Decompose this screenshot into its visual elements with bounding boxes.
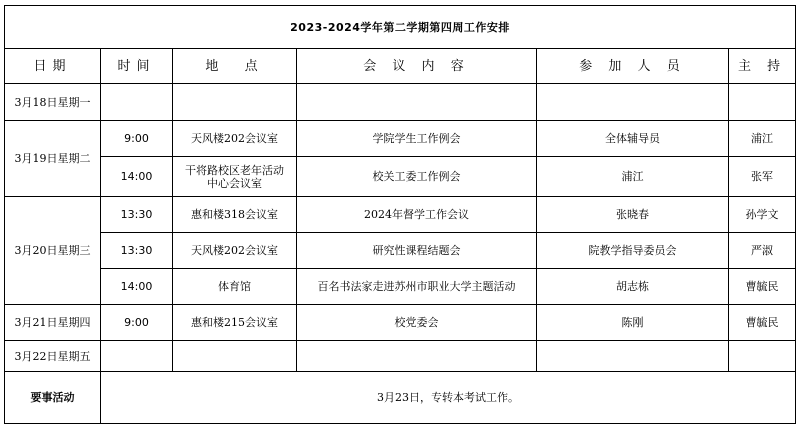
time-cell <box>101 341 173 372</box>
content-cell <box>297 84 537 121</box>
header-content: 会 议 内 容 <box>297 49 537 84</box>
time-cell: 13:30 <box>101 197 173 233</box>
table-row <box>5 121 796 157</box>
time-cell: 14:00 <box>101 157 173 197</box>
header-place: 地 点 <box>173 49 297 84</box>
schedule-title: 2023-2024学年第二学期第四周工作安排 <box>5 6 796 49</box>
host-cell <box>729 341 796 372</box>
date-cell-fri: 3月22日星期五 <box>5 341 101 372</box>
participants-cell: 陈刚 <box>537 305 729 341</box>
header-host: 主 持 <box>729 49 796 84</box>
header-time: 时间 <box>101 49 173 84</box>
time-cell: 9:00 <box>101 305 173 341</box>
date-cell-wed: 3月20日星期三 <box>5 197 101 305</box>
content-cell: 百名书法家走进苏州市职业大学主题活动 <box>297 269 537 305</box>
table-row <box>5 269 796 305</box>
content-cell <box>297 341 537 372</box>
host-cell: 孙学文 <box>729 197 796 233</box>
date-cell-thu: 3月21日星期四 <box>5 305 101 341</box>
place-cell: 惠和楼215会议室 <box>173 305 297 341</box>
participants-cell: 浦江 <box>537 157 729 197</box>
header-date: 日期 <box>5 49 101 84</box>
place-line-1: 干将路校区老年活动 <box>185 163 284 177</box>
date-cell-mon: 3月18日星期一 <box>5 84 101 121</box>
place-line-2: 中心会议室 <box>207 176 262 190</box>
place-cell: 天风楼202会议室 <box>173 121 297 157</box>
events-label: 要事活动 <box>5 372 101 424</box>
host-cell: 张军 <box>729 157 796 197</box>
time-cell: 14:00 <box>101 269 173 305</box>
time-cell: 13:30 <box>101 233 173 269</box>
schedule-table <box>4 5 796 424</box>
place-cell <box>173 84 297 121</box>
table-row <box>5 157 796 197</box>
content-cell: 校关工委工作例会 <box>297 157 537 197</box>
host-cell: 曹毓民 <box>729 305 796 341</box>
schedule-sheet <box>4 5 796 424</box>
date-cell-tue: 3月19日星期二 <box>5 121 101 197</box>
place-cell <box>173 341 297 372</box>
table-row <box>5 84 796 121</box>
place-cell: 天风楼202会议室 <box>173 233 297 269</box>
table-row <box>5 233 796 269</box>
table-row <box>5 341 796 372</box>
participants-cell <box>537 84 729 121</box>
place-cell: 惠和楼318会议室 <box>173 197 297 233</box>
participants-cell: 张晓春 <box>537 197 729 233</box>
place-cell <box>173 157 297 197</box>
time-cell: 9:00 <box>101 121 173 157</box>
content-cell: 校党委会 <box>297 305 537 341</box>
content-cell: 研究性课程结题会 <box>297 233 537 269</box>
participants-cell <box>537 341 729 372</box>
participants-cell: 全体辅导员 <box>537 121 729 157</box>
table-row <box>5 305 796 341</box>
place-cell: 体育馆 <box>173 269 297 305</box>
host-cell: 严淑 <box>729 233 796 269</box>
header-row <box>5 49 796 84</box>
table-row <box>5 197 796 233</box>
participants-cell: 胡志栋 <box>537 269 729 305</box>
host-cell: 曹毓民 <box>729 269 796 305</box>
events-row <box>5 372 796 424</box>
host-cell <box>729 84 796 121</box>
time-cell <box>101 84 173 121</box>
content-cell: 2024年督学工作会议 <box>297 197 537 233</box>
content-cell: 学院学生工作例会 <box>297 121 537 157</box>
events-text: 3月23日，专转本考试工作。 <box>101 372 796 424</box>
host-cell: 浦江 <box>729 121 796 157</box>
header-participants: 参 加 人 员 <box>537 49 729 84</box>
participants-cell: 院教学指导委员会 <box>537 233 729 269</box>
